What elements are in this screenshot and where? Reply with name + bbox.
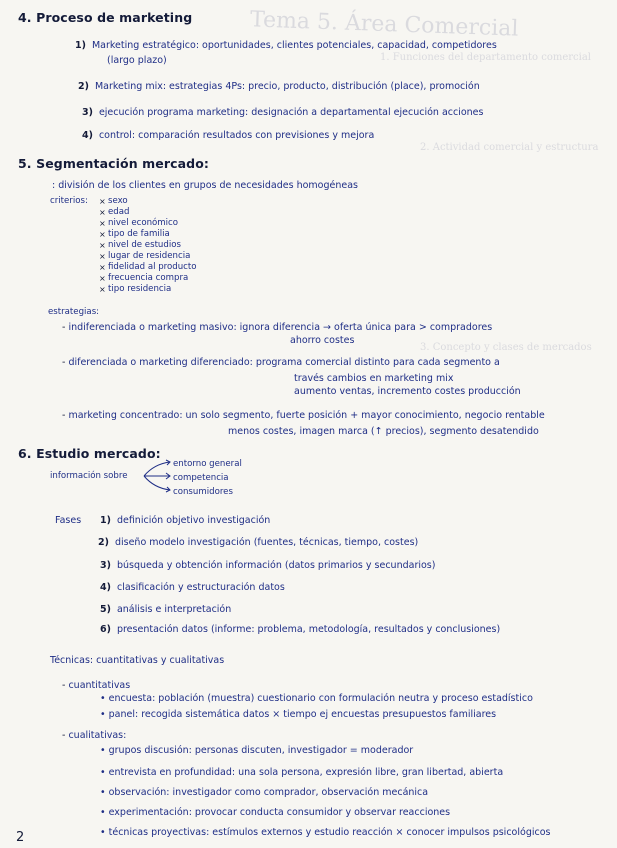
phase: 3) búsqueda y obtención información (datos primarios y secundarios)	[100, 560, 436, 571]
quant-title: - cuantitativas	[62, 680, 131, 691]
bleed-through-line: 2. Actividad comercial y estructura	[420, 142, 599, 153]
criterion: sexo	[108, 196, 128, 206]
info-label: información sobre	[50, 471, 128, 481]
quant-item: • encuesta: población (muestra) cuestionario con formulación neutra y proceso estadístico	[100, 693, 533, 704]
s4-item-1: 1) Marketing estratégico: oportunidades, clientes potenciales, capacidad, competidores	[75, 40, 497, 51]
criterion: edad	[108, 207, 130, 217]
bullet-cross-icon: ×	[99, 241, 106, 250]
s4-item-2: 2) Marketing mix: estrategias 4Ps: precio, producto, distribución (place), promoción	[78, 81, 480, 92]
criterion: fidelidad al producto	[108, 262, 197, 272]
criterion: lugar de residencia	[108, 251, 191, 261]
branch-arrows-icon	[142, 458, 174, 494]
section-5-heading: 5. Segmentación mercado:	[18, 156, 210, 171]
section-6-heading: 6. Estudio mercado:	[18, 446, 161, 461]
criterion: tipo residencia	[108, 284, 172, 294]
s4-item-4: 4) control: comparación resultados con previsiones y mejora	[82, 130, 375, 141]
qual-item: • entrevista en profundidad: una sola persona, expresión libre, gran libertad, abierta	[100, 767, 504, 778]
bullet-cross-icon: ×	[99, 219, 106, 228]
bullet-cross-icon: ×	[99, 285, 106, 294]
bullet-cross-icon: ×	[99, 208, 106, 217]
bleed-through-line: 3. Concepto y clases de mercados	[420, 342, 592, 353]
strategy-3-cont: menos costes, imagen marca (↑ precios), segmento desatendido	[228, 426, 539, 437]
phase: 5) análisis e interpretación	[100, 604, 232, 615]
bullet-cross-icon: ×	[99, 252, 106, 261]
phase: 6) presentación datos (informe: problema, metodología, resultados y conclusiones)	[100, 624, 501, 635]
techniques-title: Técnicas: cuantitativas y cualitativas	[50, 655, 225, 666]
criterion: frecuencia compra	[108, 273, 189, 283]
strategy-1: - indiferenciada o marketing masivo: ignora diferencia → oferta única para > compradores	[62, 322, 493, 333]
strategy-2-cont2: aumento ventas, incremento costes producción	[294, 386, 521, 397]
bleed-through-title: Tema 5. Área Comercial	[249, 7, 519, 42]
phase: 2) diseño modelo investigación (fuentes, técnicas, tiempo, costes)	[98, 537, 419, 548]
phase: 1) definición objetivo investigación	[100, 515, 271, 526]
info-item: competencia	[173, 473, 229, 483]
phase: 4) clasificación y estructuración datos	[100, 582, 285, 593]
qual-item: • experimentación: provocar conducta consumidor y observar reacciones	[100, 807, 451, 818]
bullet-cross-icon: ×	[99, 197, 106, 206]
qual-title: - cualitativas:	[62, 730, 127, 741]
bullet-cross-icon: ×	[99, 274, 106, 283]
s5-definition: : división de los clientes en grupos de necesidades homogéneas	[52, 180, 359, 191]
qual-item: • técnicas proyectivas: estímulos externos y estudio reacción × conocer impulsos psicológicos	[100, 827, 551, 838]
strategies-label: estrategias:	[48, 307, 100, 317]
phases-label: Fases	[55, 515, 82, 526]
criterion: nivel económico	[108, 218, 179, 228]
qual-item: • grupos discusión: personas discuten, investigador = moderador	[100, 745, 414, 756]
criterion: tipo de familia	[108, 229, 170, 239]
strategy-2: - diferenciada o marketing diferenciado: programa comercial distinto para cada segmento a	[62, 357, 500, 368]
s4-item-3: 3) ejecución programa marketing: designación a departamental ejecución acciones	[82, 107, 484, 118]
info-item: consumidores	[173, 487, 233, 497]
s4-item-1-cont: (largo plazo)	[107, 55, 167, 66]
bullet-cross-icon: ×	[99, 230, 106, 239]
section-4-heading: 4. Proceso de marketing	[18, 10, 193, 25]
criterion: nivel de estudios	[108, 240, 181, 250]
strategy-2-cont: través cambios en marketing mix	[294, 373, 454, 384]
quant-item: • panel: recogida sistemática datos × tiempo ej encuestas presupuestos familiares	[100, 709, 497, 720]
info-item: entorno general	[173, 459, 242, 469]
strategy-1-cont: ahorro costes	[290, 335, 355, 346]
criteria-label: criterios:	[50, 196, 88, 206]
page-number: 2	[16, 830, 25, 845]
qual-item: • observación: investigador como comprador, observación mecánica	[100, 787, 429, 798]
strategy-3: - marketing concentrado: un solo segmento, fuerte posición + mayor conocimiento, negocio rentable	[62, 410, 545, 421]
bullet-cross-icon: ×	[99, 263, 106, 272]
bleed-through-line: 1. Funciones del departamento comercial	[380, 52, 591, 63]
